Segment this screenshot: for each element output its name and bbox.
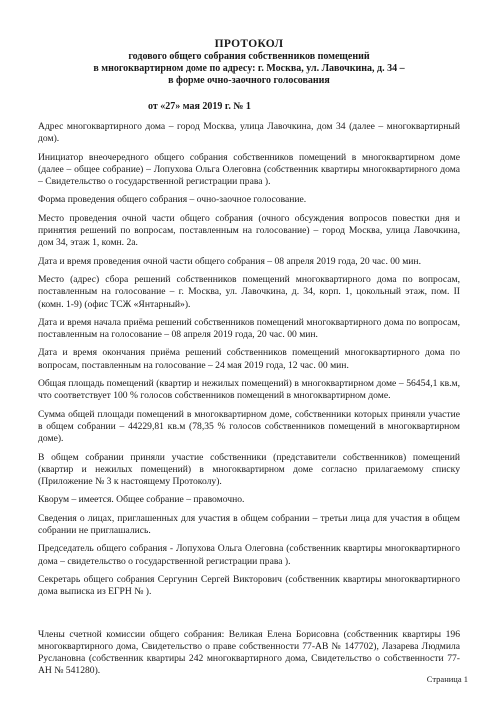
paragraph-total-area: Общая площадь помещений (квартир и нежилых помещений) в многоквартирном доме – 56454,1 кв.м, что соответствует 100 % голосов собственников помещений в многоквартирном доме.: [38, 378, 460, 402]
document-header: [38, 38, 460, 87]
paragraph-initiator: Инициатор внеочередного общего собрания собственников помещений в многоквартирном доме (далее – общее собрание) – Лопухова Ольга Олеговна (собственник квартиры многоквартирного дома – Свидетельство о государственной регистрации права ).: [38, 151, 460, 188]
paragraph-invited: Сведения о лицах, приглашенных для участия в общем собрании – третьи лица для участия в общем собрании не приглашались.: [38, 512, 460, 537]
document-subtitle-line-1: годового общего собрания собственников помещений: [128, 51, 370, 62]
document-subtitle-line-2: в многоквартирном доме по адресу: г. Москва, ул. Лавочкина, д. 34 –: [93, 63, 405, 74]
paragraph-quorum: Кворум – имеется. Общее собрание – правомочно.: [38, 494, 245, 506]
paragraph-counting-commission: Члены счетной комиссии общего собрания: Великая Елена Борисовна (собственник квартиры 196 многоквартирного дома, Свидетельство о праве собственности 77-АВ № 147702), Лазарева Людмила Руслановна (собственник квартиры 242 многоквартирного дома, Свидетельство о собственности 77-АН № 541280).: [38, 628, 460, 677]
paragraph-meeting-place: Место проведения очной части общего собрания (очного обсуждения вопросов повестки дня и принятия решений по вопросам, поставленным на голосование) – город Москва, улица Лавочкина, дом 34, этаж 1, комн. 2а.: [38, 212, 460, 249]
page-number: Страница 1: [426, 674, 468, 684]
paragraph-address: Адрес многоквартирного дома – город Москва, улица Лавочкина, дом 34 (далее – многоквартирный дом).: [38, 121, 460, 145]
spacer: [38, 605, 460, 629]
paragraph-collection-place: Место (адрес) сбора решений собственников помещений многоквартирного дома по вопросам, поставленным на голосование – г. Москва, ул. Лавочкина, д. 34, корп. 1, цокольный этаж, пом. II (комн. 1-9) (офис ТСЖ «Янтарный»).: [38, 273, 460, 310]
paragraph-voting-start: Дата и время начала приёма решений собственников помещений многоквартирного дома по вопросам, поставленным на голосование – 08 апреля 2019 года, 20 час. 00 мин.: [38, 316, 460, 341]
document-title: ПРОТОКОЛ: [214, 38, 284, 50]
paragraph-secretary: Секретарь общего собрания Сергунин Сергей Викторович (собственник квартиры многоквартирного дома выписка из ЕГРН № ).: [38, 573, 460, 598]
paragraph-meeting-datetime: Дата и время проведения очной части общего собрания – 08 апреля 2019 года, 20 час. 00 мин.: [38, 255, 421, 267]
protocol-date-number: от «27» мая 2019 г. № 1: [148, 101, 251, 112]
paragraph-participants: В общем собрании приняли участие собственники (представители собственников) помещений (квартир и нежилых помещений) в многоквартирном доме согласно прилагаемому списку (Приложение № 3 к настоящему Протоколу).: [38, 451, 460, 488]
paragraph-form: Форма проведения общего собрания – очно-заочное голосование.: [38, 194, 307, 206]
document-subtitle-line-3: в форме очно-заочного голосования: [168, 75, 330, 86]
paragraph-participating-area: Сумма общей площади помещений в многоквартирном доме, собственники которых приняли участие в общем собрании – 44229,81 кв.м (78,35 % голосов собственников помещений в многоквартирном доме).: [38, 408, 460, 445]
paragraph-voting-end: Дата и время окончания приёма решений собственников помещений многоквартирного дома по вопросам, поставленным на голосование – 24 мая 2019 года, 12 час. 00 мин.: [38, 347, 460, 371]
paragraph-chairman: Председатель общего собрания - Лопухова Ольга Олеговна (собственник квартиры многоквартирного дома – свидетельство о государственной регистрации права ).: [38, 543, 460, 567]
